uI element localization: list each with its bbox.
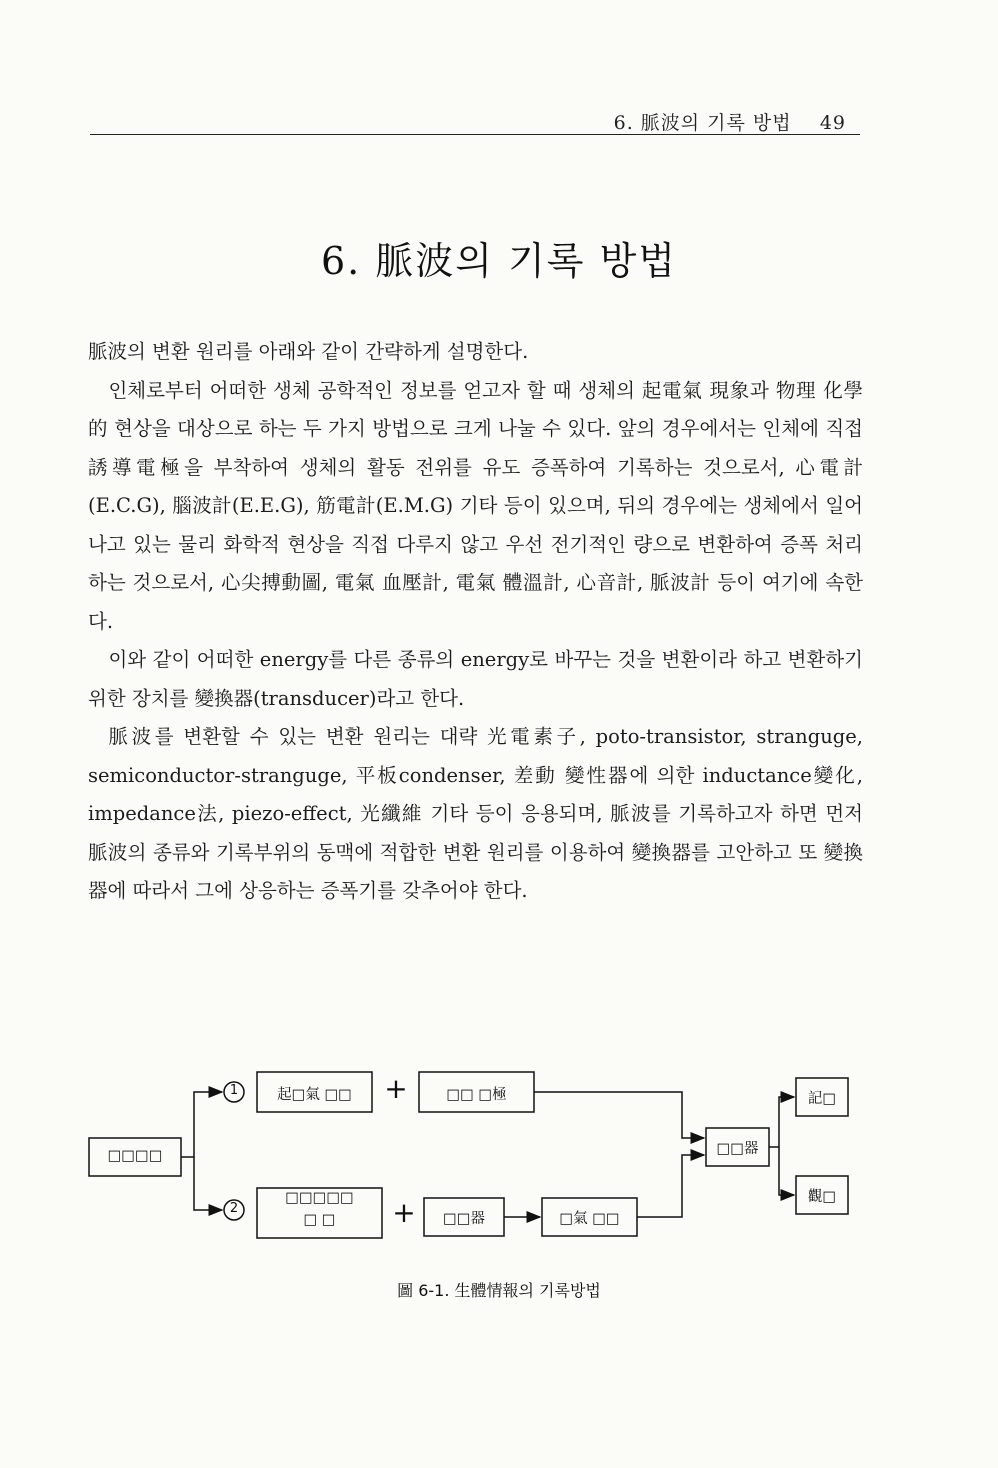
page-number: 49 (819, 112, 846, 134)
box-1a-label: 起□氣 □□ (277, 1087, 352, 1103)
output-2-label: 觀□ (807, 1189, 837, 1205)
amplifier-label: □□器 (716, 1141, 759, 1157)
circle-1-label: 1 (229, 1083, 239, 1098)
arrow-row2-amp (637, 1155, 704, 1217)
box-1b-label: □□ □極 (446, 1087, 507, 1103)
arrow-row1-amp (534, 1092, 704, 1138)
plus-2: + (392, 1196, 416, 1229)
source-label: □□□□ (107, 1148, 163, 1164)
arrow-amp-out1 (769, 1097, 794, 1147)
paragraph-4: 脈波를 변환할 수 있는 변환 원리는 대략 光電素子, poto-transistor, stranguge, semiconductor-stranguge, 平板condenser, 差動 變性器에 의한 inductance變化, impedance法, piezo-effect, 光纖維 기타 등이 응용되며, 脈波를 기록하고자 하면 먼저 脈波의 종류와 기록부위의 동맥에 적합한 변환 원리를 이용하여 變換器를 고안하고 또 變換器에 따라서 그에 상응하는 증폭기를 갖추어야 한다. (88, 725, 863, 902)
running-header (90, 104, 860, 135)
body-text (88, 333, 863, 911)
box-2a-label-2: □ □ (303, 1212, 336, 1228)
paragraph-2: 인체로부터 어떠한 생체 공학적인 정보를 얻고자 할 때 생체의 起電氣 現象과 物理 化學的 현상을 대상으로 하는 두 가지 방법으로 크게 나눌 수 있다. 앞의 경우에서는 인체에 직접 誘導電極을 부착하여 생체의 활동 전위를 유도 증폭하여 기록하는 것으로서, 心電計(E.C.G), 腦波計(E.E.G), 筋電計(E.M.G) 기타 등이 있으며, 뒤의 경우에는 생체에서 일어나고 있는 물리 화학적 현상을 직접 다루지 않고 우선 전기적인 량으로 변환하여 증폭 처리하는 것으로서, 心尖搏動圖, 電氣 血壓計, 電氣 體溫計, 心音計, 脈波計 등이 여기에 속한다. (88, 378, 863, 633)
arrow-amp-out2 (779, 1147, 794, 1195)
output-1-label: 記□ (807, 1091, 837, 1107)
figure-caption: 圖 6-1. 生體情報의 기록방법 (397, 1281, 601, 1300)
arrow-to-2 (194, 1157, 222, 1210)
paragraph-1: 脈波의 변환 원리를 아래와 같이 간략하게 설명한다. (88, 340, 529, 363)
plus-1: + (384, 1072, 408, 1105)
circle-2-label: 2 (229, 1201, 239, 1216)
box-2b-label: □□器 (443, 1211, 485, 1227)
box-2a-label-1: □□□□□ (285, 1190, 354, 1206)
arrow-to-1 (181, 1092, 222, 1157)
chapter-title: 6. 脈波의 기록 방법 (320, 239, 678, 283)
box-2c-label: □氣 □□ (559, 1211, 620, 1227)
running-header-text (614, 108, 846, 135)
paragraph-3: 이와 같이 어떠한 energy를 다른 종류의 energy로 바꾸는 것을 변환이라 하고 변환하기 위한 장치를 變換器(transducer)라고 한다. (88, 648, 863, 710)
running-header-title: 6. 脈波의 기록 방법 (613, 112, 792, 134)
